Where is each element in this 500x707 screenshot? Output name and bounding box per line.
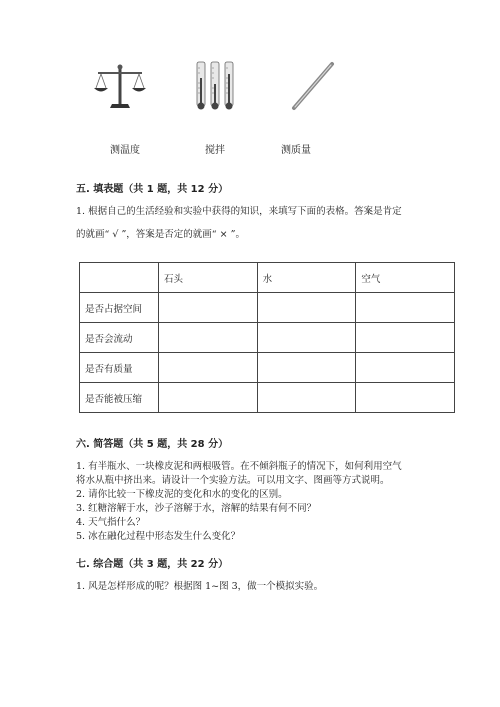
answer-cell[interactable]: [159, 323, 258, 353]
answer-cell[interactable]: [356, 323, 455, 353]
row-label: 是否占据空间: [80, 293, 159, 323]
answer-cell[interactable]: [356, 353, 455, 383]
answer-cell[interactable]: [159, 383, 258, 413]
question-text: 4. 天气指什么？: [76, 517, 146, 528]
caption-measure-temperature: 测温度: [110, 145, 140, 156]
table-row: [80, 293, 455, 323]
table-row: [80, 353, 455, 383]
table-header-cell: 石头: [159, 263, 258, 293]
table-header-row: [80, 263, 455, 293]
question-text: 3. 红糖溶解于水，沙子溶解于水，溶解的结果有何不同？: [76, 503, 317, 514]
caption-measure-mass: 测质量: [281, 145, 311, 156]
table-header-cell: 水: [257, 263, 356, 293]
row-label: 是否会流动: [80, 323, 159, 353]
table-row: [80, 383, 455, 413]
caption-stir: 搅拌: [205, 145, 225, 156]
answer-cell[interactable]: [257, 293, 356, 323]
thermometers-icon: [185, 58, 245, 118]
section5-title: 五. 填表题（共 1 题，共 12 分）: [76, 184, 229, 195]
table-row: [80, 323, 455, 353]
question-text: 将水从瓶中挤出来。请设计一个实验方法。可以用文字、图画等方式说明。: [76, 475, 390, 486]
answer-cell[interactable]: [356, 293, 455, 323]
balance-scale-icon: [90, 58, 150, 118]
answer-cell[interactable]: [257, 353, 356, 383]
question-text: 1. 有半瓶水、一块橡皮泥和两根吸管。在不倾斜瓶子的情况下，如何利用空气: [76, 461, 402, 472]
table-header-cell: 空气: [356, 263, 455, 293]
row-label: 是否有质量: [80, 353, 159, 383]
answer-cell[interactable]: [356, 383, 455, 413]
question-text: 1. 根据自己的生活经验和实验中获得的知识，来填写下面的表格。答案是肯定: [76, 206, 402, 217]
section7-title: 七. 综合题（共 3 题，共 22 分）: [76, 559, 229, 570]
question-text: 的就画“ √ ”，答案是否定的就画“ × ”。: [76, 229, 246, 240]
question-text: 5. 冰在融化过程中形态发生什么变化？: [76, 531, 241, 542]
question-text: 1. 风是怎样形成的呢？根据图 1~图 3，做一个模拟实验。: [76, 581, 324, 592]
question-text: 2. 请你比较一下橡皮泥的变化和水的变化的区别。: [76, 489, 288, 500]
answer-cell[interactable]: [159, 293, 258, 323]
section6-title: 六. 简答题（共 5 题，共 28 分）: [76, 439, 229, 450]
table-header-cell: [80, 263, 159, 293]
fill-in-table: [79, 262, 455, 413]
answer-cell[interactable]: [257, 383, 356, 413]
answer-cell[interactable]: [159, 353, 258, 383]
row-label: 是否能被压缩: [80, 383, 159, 413]
answer-cell[interactable]: [257, 323, 356, 353]
glass-rod-icon: [282, 58, 342, 118]
